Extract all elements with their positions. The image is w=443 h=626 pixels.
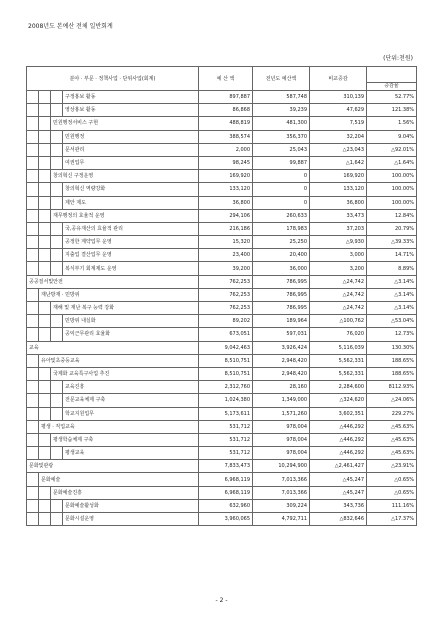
row-prev-budget: 481,300 [253, 117, 310, 130]
row-rate: 188.65% [367, 354, 417, 367]
row-budget: 673,051 [199, 328, 253, 341]
row-rate: 100.00% [367, 170, 417, 183]
row-name: 공공질서및안전 [27, 275, 199, 288]
row-rate: △53.04% [367, 315, 417, 328]
table-row [27, 486, 417, 499]
row-name: 평생교육 [63, 447, 199, 460]
header-compare: 비교증감 [310, 67, 367, 91]
row-budget: 7,833,473 [199, 460, 253, 473]
table-row [27, 473, 417, 486]
row-name: 공익근무관리 효율화 [63, 328, 199, 341]
row-name: 민방위 내실화 [63, 315, 199, 328]
row-name: 공정한 계약업무 운영 [63, 236, 199, 249]
row-budget: 98,245 [199, 156, 253, 169]
row-prev-budget: 178,983 [253, 222, 310, 235]
row-rate: 20.79% [367, 222, 417, 235]
table-row [27, 91, 417, 104]
row-budget: 6,968,119 [199, 486, 253, 499]
header-category: 분야 · 부문 · 정책사업 · 단위사업(회계) [27, 67, 199, 91]
table-row [27, 222, 417, 235]
row-prev-budget: 1,349,000 [253, 394, 310, 407]
table-row [27, 209, 417, 222]
row-rate: △45.63% [367, 433, 417, 446]
row-name: 제안 제도 [63, 196, 199, 209]
row-budget: 36,800 [199, 196, 253, 209]
row-prev-budget: 10,294,900 [253, 460, 310, 473]
row-compare: 5,562,331 [310, 354, 367, 367]
row-prev-budget: 978,004 [253, 447, 310, 460]
table-row [27, 170, 417, 183]
table-row [27, 288, 417, 301]
row-prev-budget: 0 [253, 170, 310, 183]
row-name: 평생학습체제 구축 [51, 433, 199, 446]
header-row [27, 67, 417, 83]
row-compare: 5,562,331 [310, 367, 367, 380]
table-row [27, 183, 417, 196]
header-rate: 증감율 [367, 83, 417, 91]
row-budget: 39,200 [199, 262, 253, 275]
row-name: 영상홍보 활동 [63, 104, 199, 117]
row-rate: 9.04% [367, 130, 417, 143]
row-name: 문화예술진흥 [51, 486, 199, 499]
row-prev-budget: 99,887 [253, 156, 310, 169]
row-budget: 531,712 [199, 433, 253, 446]
row-budget: 6,968,119 [199, 473, 253, 486]
row-rate: △0.65% [367, 486, 417, 499]
row-name: 구정홍보 활동 [63, 91, 199, 104]
row-compare: 133,120 [310, 183, 367, 196]
row-rate: 8.89% [367, 262, 417, 275]
row-name: 재해 및 재난 복구 능력 강화 [51, 302, 199, 315]
row-name: 재무행정의 효율적 운영 [51, 209, 199, 222]
table-row [27, 420, 417, 433]
row-budget: 488,819 [199, 117, 253, 130]
row-prev-budget: 2,948,420 [253, 367, 310, 380]
row-budget: 86,868 [199, 104, 253, 117]
page-number: - 2 - [215, 597, 228, 604]
row-compare: 37,203 [310, 222, 367, 235]
table-row [27, 262, 417, 275]
row-compare: △324,620 [310, 394, 367, 407]
row-compare: △24,742 [310, 288, 367, 301]
table-row [27, 117, 417, 130]
row-compare: △832,646 [310, 513, 367, 526]
row-name: 문화예술 [39, 473, 199, 486]
row-name: 창의혁신 구정운영 [51, 170, 199, 183]
row-name: 창의혁신 역량강화 [63, 183, 199, 196]
row-compare: △24,742 [310, 275, 367, 288]
budget-table [26, 66, 417, 526]
table-row [27, 130, 417, 143]
row-rate: △39.33% [367, 236, 417, 249]
row-prev-budget: 978,004 [253, 420, 310, 433]
row-compare: △24,742 [310, 302, 367, 315]
row-budget: 294,106 [199, 209, 253, 222]
row-compare: 32,204 [310, 130, 367, 143]
row-name: 민원행정 [63, 130, 199, 143]
row-prev-budget: 786,995 [253, 302, 310, 315]
row-compare: 33,473 [310, 209, 367, 222]
row-budget: 531,712 [199, 420, 253, 433]
row-prev-budget: 0 [253, 183, 310, 196]
row-compare: 310,139 [310, 91, 367, 104]
row-prev-budget: 1,571,260 [253, 407, 310, 420]
document-title: 2008년도 본예산 전체 일반회계 [28, 23, 113, 30]
row-prev-budget: 978,004 [253, 433, 310, 446]
table-row [27, 407, 417, 420]
row-name: 복식부기 회계제도 운영 [63, 262, 199, 275]
row-name: 지출업 결산업무 운영 [63, 249, 199, 262]
row-budget: 89,202 [199, 315, 253, 328]
row-prev-budget: 7,013,366 [253, 473, 310, 486]
row-rate: 121.38% [367, 104, 417, 117]
row-name: 평생 · 직업교육 [39, 420, 199, 433]
row-budget: 3,960,065 [199, 513, 253, 526]
row-compare: △446,292 [310, 420, 367, 433]
row-budget: 169,920 [199, 170, 253, 183]
table-row [27, 302, 417, 315]
row-compare: △45,247 [310, 486, 367, 499]
row-budget: 8,510,751 [199, 354, 253, 367]
row-name: 문서관리 [63, 143, 199, 156]
row-rate: 52.77% [367, 91, 417, 104]
row-name: 유아및초중등교육 [39, 354, 199, 367]
row-rate: △1.64% [367, 156, 417, 169]
unit-label: (단위:천원) [383, 55, 413, 62]
header-budget: 예 산 액 [199, 67, 253, 91]
table-row [27, 499, 417, 512]
row-rate: △0.65% [367, 473, 417, 486]
row-compare: △45,247 [310, 473, 367, 486]
row-rate: △45.63% [367, 447, 417, 460]
row-name: 민원행정서비스 구현 [51, 117, 199, 130]
row-rate: △24.06% [367, 394, 417, 407]
row-budget: 762,253 [199, 275, 253, 288]
table-row [27, 513, 417, 526]
row-compare: △23,043 [310, 143, 367, 156]
row-compare: △100,762 [310, 315, 367, 328]
table-row [27, 315, 417, 328]
table-row [27, 143, 417, 156]
row-prev-budget: 260,633 [253, 209, 310, 222]
table-row [27, 381, 417, 394]
row-name: 교육진흥 [63, 381, 199, 394]
row-compare: △446,292 [310, 433, 367, 446]
row-rate: △23.91% [367, 460, 417, 473]
row-budget: 8,510,751 [199, 367, 253, 380]
row-compare: 76,020 [310, 328, 367, 341]
row-compare: 7,519 [310, 117, 367, 130]
row-rate: 8112.93% [367, 381, 417, 394]
table-row [27, 236, 417, 249]
row-prev-budget: 25,250 [253, 236, 310, 249]
row-name: 교육 [27, 341, 199, 354]
row-budget: 632,960 [199, 499, 253, 512]
row-compare: 3,200 [310, 262, 367, 275]
table-row [27, 156, 417, 169]
row-budget: 531,712 [199, 447, 253, 460]
row-budget: 762,253 [199, 302, 253, 315]
row-rate: 100.00% [367, 196, 417, 209]
row-prev-budget: 20,400 [253, 249, 310, 262]
row-budget: 2,312,760 [199, 381, 253, 394]
row-compare: 47,629 [310, 104, 367, 117]
row-rate: 12.73% [367, 328, 417, 341]
row-name: 학교지원업무 [63, 407, 199, 420]
row-rate: 1.56% [367, 117, 417, 130]
row-rate: 111.16% [367, 499, 417, 512]
header-prev-budget: 전년도 예산액 [253, 67, 310, 91]
table-row [27, 328, 417, 341]
row-prev-budget: 7,013,366 [253, 486, 310, 499]
row-budget: 1,024,380 [199, 394, 253, 407]
row-compare: △1,642 [310, 156, 367, 169]
row-prev-budget: 0 [253, 196, 310, 209]
row-prev-budget: 309,224 [253, 499, 310, 512]
row-budget: 133,120 [199, 183, 253, 196]
row-rate: 188.65% [367, 367, 417, 380]
row-rate: 229.27% [367, 407, 417, 420]
row-rate: △17.37% [367, 513, 417, 526]
row-rate: 100.00% [367, 183, 417, 196]
table-row [27, 341, 417, 354]
row-rate: 12.84% [367, 209, 417, 222]
row-budget: 216,186 [199, 222, 253, 235]
row-compare: △2,461,427 [310, 460, 367, 473]
row-compare: 3,602,351 [310, 407, 367, 420]
row-prev-budget: 36,000 [253, 262, 310, 275]
row-compare: 2,284,600 [310, 381, 367, 394]
row-rate: △45.63% [367, 420, 417, 433]
table-row [27, 196, 417, 209]
row-compare: △446,292 [310, 447, 367, 460]
row-prev-budget: 189,964 [253, 315, 310, 328]
row-compare: △9,930 [310, 236, 367, 249]
table-row [27, 367, 417, 380]
row-rate: 130.30% [367, 341, 417, 354]
row-budget: 9,042,463 [199, 341, 253, 354]
table-row [27, 394, 417, 407]
table-row [27, 249, 417, 262]
row-rate: △92.01% [367, 143, 417, 156]
row-budget: 388,574 [199, 130, 253, 143]
row-prev-budget: 786,995 [253, 275, 310, 288]
row-budget: 15,320 [199, 236, 253, 249]
row-name: 국제화 교육특구사업 추진 [51, 367, 199, 380]
table-row [27, 354, 417, 367]
row-prev-budget: 3,926,424 [253, 341, 310, 354]
row-name: 문화및관광 [27, 460, 199, 473]
row-prev-budget: 25,043 [253, 143, 310, 156]
row-name: 재난방재 · 민방위 [39, 288, 199, 301]
row-prev-budget: 39,239 [253, 104, 310, 117]
row-prev-budget: 2,948,420 [253, 354, 310, 367]
row-compare: 343,736 [310, 499, 367, 512]
row-name: 여권업무 [63, 156, 199, 169]
row-compare: 3,000 [310, 249, 367, 262]
row-budget: 2,000 [199, 143, 253, 156]
row-budget: 23,400 [199, 249, 253, 262]
row-name: 문화시설운영 [63, 513, 199, 526]
row-name: 전문교육체제 구축 [63, 394, 199, 407]
row-compare: 5,116,039 [310, 341, 367, 354]
row-compare: 169,920 [310, 170, 367, 183]
row-rate: 14.71% [367, 249, 417, 262]
row-compare: 36,800 [310, 196, 367, 209]
row-prev-budget: 786,995 [253, 288, 310, 301]
row-rate: △3.14% [367, 288, 417, 301]
row-budget: 5,173,611 [199, 407, 253, 420]
row-name: 문화예술활성화 [63, 499, 199, 512]
row-prev-budget: 28,160 [253, 381, 310, 394]
table-row [27, 447, 417, 460]
table-row [27, 433, 417, 446]
row-prev-budget: 4,792,711 [253, 513, 310, 526]
table-row [27, 104, 417, 117]
row-budget: 762,253 [199, 288, 253, 301]
row-prev-budget: 597,031 [253, 328, 310, 341]
row-prev-budget: 356,370 [253, 130, 310, 143]
row-rate: △3.14% [367, 275, 417, 288]
row-prev-budget: 587,748 [253, 91, 310, 104]
row-rate: △3.14% [367, 302, 417, 315]
row-name: 국,공유재산의 효율적 관리 [63, 222, 199, 235]
table-row [27, 460, 417, 473]
row-budget: 897,887 [199, 91, 253, 104]
table-row [27, 275, 417, 288]
